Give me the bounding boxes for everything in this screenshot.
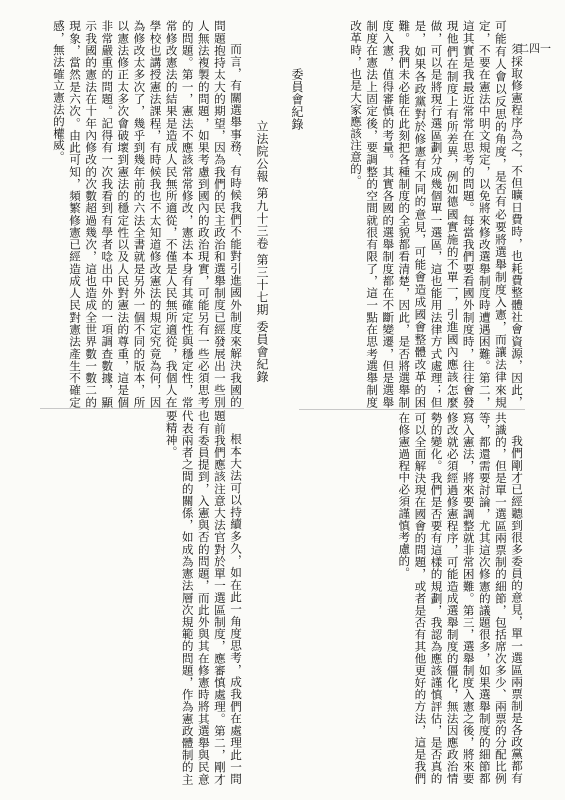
text-block-lower-left-bottom <box>40 410 244 785</box>
paragraph: 我們剛才已經聽到很多委員的意見，單一選區兩票制是各政黨都有共識的，但是單一選區兩票制的細節，包括席次多少、兩票的分配比例等，都還需要討論，尤其這次修憲的議題很多，如果選舉制度的細節都寫入憲法，將來要調整就非常困難。第三，選舉制度入憲之後，將來要修改就必須經過修憲程序，可能造成選舉制度的僵化，無法因應政治情勢的變化。我們是否要有這樣的規劃，我認為應該謹慎評估，是否真的可以全面解決現在國會的問題，或者是否有其他更好的方法，這是我們在修憲過程中必須謹慎考慮的。 <box>397 412 524 784</box>
text-block-lower-right <box>299 412 525 784</box>
divider-left <box>40 408 244 409</box>
paragraph: 根本大法可以持續多久，如在此一角度思考，成我們在處理此一問題前我們應該注意大法官對於單一選區制度，應審慎處理。第二，剛才也有委員提到，入憲與否的問題，而此外與其在修憲時將其選舉與民意代表兩者之間的關係，如成為憲法層次規範的問題，作為憲政體制的主要精神。 <box>164 410 243 785</box>
section-label: 委員會紀錄 <box>290 68 304 131</box>
divider-right <box>299 409 525 410</box>
paragraph: 而言，有關選舉事務、有時候我們不能對引進國外制度來解決我國的問題抱持太大的期望，因為我們的民主政治和選舉制度已經發展出一些別人無法複製的問題，如果考慮到國內的政治現實，可能另有一些必須思考的問題。第一，憲法不應該常常修改，憲法本身有其確定性與穩定性，常常修改憲法的結果是造成人民無所適從，不僅是人民無所適從，我個人在學校也講授憲法課程，有時候我也不太知道修改憲法的規定究竟為何，因為修改太多次了，幾乎到幾年前的六法全書就是另外一個不同的版本，所以憲法修正太多次會破壞到憲法的穩定性以及人民對憲法的尊重，這是個非常嚴重的問題。記得有一次我看到有學者唸出中外的一項調查數據，顯示我國的憲法在十年內修改的次數超過幾次，這也造成全世界數一數二的現象，當然是六次。由此可知，頻繁修憲已經造成人民對憲法產生不確定感，無法確立憲法的權威。 <box>51 20 243 408</box>
page-number: 二四一 <box>518 42 551 55</box>
text-block-lower-left <box>40 20 244 408</box>
text-block-upper-right <box>299 20 525 408</box>
journal-header <box>254 120 271 383</box>
paragraph: 須採取修憲程序為之，不但曠日費時，也耗費整體社會資源，因此，可能有人會以反思的角度，是否有必要將選舉制度入憲，而讓法律來規定，不要在憲法中明文規定，以免將來修改選舉制度時遭遇困難。第二，這其實是我最近常常在思考的問題。每當我們要看國外制度時，往往會發現他們在制度上有所差異，例如德國實施的不單一，引進國內應該怎麼做，可以是將現行選區劃分成幾個單一選區，這也能用法律方式處理；但是，如果各政黨對於修憲有不同的意見，可能會造成國會整體改革的困難。我們未必能在此刻把各種制度的全貌都看清楚，因此，是否將選舉制度入憲，值得審慎的考量。其實各國的選舉制度都在不斷變遷，但是選舉制度在憲法上固定後，要調整的空間就很有限了，這一點在思考選舉制度改革時，也是大家應該注意的。 <box>349 20 524 408</box>
publication-title: 立法院公報 第九十三卷 第三十七期 委員會紀錄 <box>255 120 269 383</box>
